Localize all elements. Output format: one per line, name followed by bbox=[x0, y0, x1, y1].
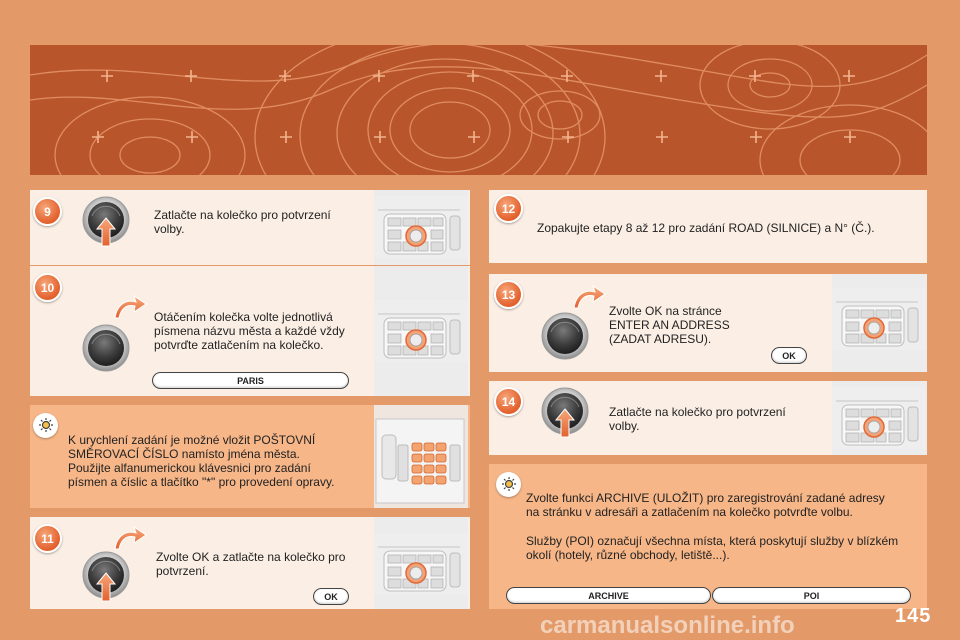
radio-control-panel-illustration bbox=[832, 274, 927, 372]
radio-control-panel-illustration bbox=[374, 190, 468, 265]
tip-postal-code-text: K urychlení zadání je možné vložit POŠTOVNÍ SMĚROVACÍ ČÍSLO namísto jména města. Použijte alfanumerickou klávesnici pro zadání písmen a číslic a tlačítko "*" pro provedení opravy. bbox=[68, 433, 335, 489]
step-number-badge: 11 bbox=[33, 524, 62, 553]
rotate-arrow-icon bbox=[112, 294, 148, 320]
tip-postal-code-card bbox=[30, 405, 470, 508]
step-10-card bbox=[30, 266, 470, 396]
topographic-pattern bbox=[30, 45, 927, 175]
tip-archive-text: Zvolte funkci ARCHIVE (ULOŽIT) pro zaregistrování zadané adresy na stránku v adresáři a zatlačením na kolečko potvrďte volbu. bbox=[526, 491, 885, 519]
ok-button[interactable]: OK bbox=[313, 588, 349, 605]
rotate-arrow-icon bbox=[112, 525, 148, 551]
radio-control-panel-illustration bbox=[374, 517, 468, 609]
decorative-banner bbox=[30, 45, 927, 175]
lightbulb-icon bbox=[33, 413, 58, 438]
radio-control-panel-illustration bbox=[832, 381, 927, 455]
ok-button[interactable]: OK bbox=[771, 347, 807, 364]
step-number-badge: 9 bbox=[33, 197, 62, 226]
tip-archive-card bbox=[489, 464, 927, 609]
step-number-badge: 12 bbox=[494, 194, 523, 223]
step-14-text: Zatlačte na kolečko pro potvrzení volby. bbox=[609, 405, 786, 433]
step-11-card bbox=[30, 517, 470, 609]
push-knob-icon bbox=[82, 551, 130, 607]
archive-button[interactable]: ARCHIVE bbox=[506, 587, 711, 604]
step-13-text: Zvolte OK na stránce ENTER AN ADDRESS (ZADAT ADRESU). bbox=[609, 304, 730, 346]
lightbulb-icon bbox=[496, 472, 521, 497]
push-knob-icon bbox=[541, 387, 589, 443]
rotary-knob-icon bbox=[82, 324, 130, 372]
step-12-card bbox=[489, 190, 927, 263]
step-number-badge: 10 bbox=[33, 273, 62, 302]
rotate-arrow-icon bbox=[571, 284, 607, 310]
step-9-card bbox=[30, 190, 470, 265]
step-number-badge: 14 bbox=[494, 387, 523, 416]
step-13-card bbox=[489, 274, 927, 372]
page-number: 145 bbox=[895, 605, 932, 627]
step-number-badge: 13 bbox=[494, 280, 523, 309]
step-9-text: Zatlačte na kolečko pro potvrzení volby. bbox=[154, 208, 331, 236]
step-12-text: Zopakujte etapy 8 až 12 pro zadání ROAD (SILNICE) a N° (Č.). bbox=[537, 221, 875, 235]
step-14-card bbox=[489, 381, 927, 455]
poi-button[interactable]: POI bbox=[712, 587, 911, 604]
watermark-text: carmanualsonline.info bbox=[540, 612, 795, 639]
step-10-text: Otáčením kolečka volte jednotlivá písmena názvu města a každé vždy potvrďte zatlačením na kolečko. bbox=[154, 310, 345, 352]
step-11-text: Zvolte OK a zatlačte na kolečko pro potvrzení. bbox=[156, 550, 346, 578]
radio-control-panel-illustration bbox=[374, 266, 468, 396]
tip-poi-text: Služby (POI) označují všechna místa, která poskytují služby v blízkém okolí (hotely, různé obchody, letiště...). bbox=[526, 534, 899, 562]
push-knob-icon bbox=[82, 196, 130, 252]
rotary-knob-icon bbox=[541, 312, 589, 360]
paris-button[interactable]: PARIS bbox=[152, 372, 349, 389]
alphanumeric-keypad-illustration bbox=[374, 405, 468, 508]
